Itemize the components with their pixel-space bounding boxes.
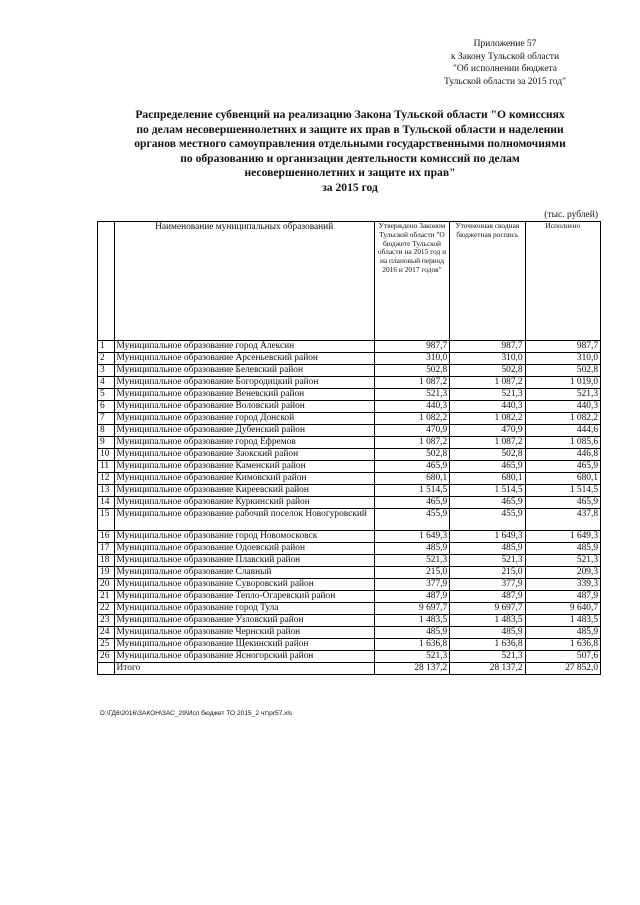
executed-value: 209,3 [525, 567, 600, 579]
table-row [98, 341, 601, 353]
table-row [98, 449, 601, 461]
table-row [98, 543, 601, 555]
approved-value: 1 514,5 [374, 485, 449, 497]
approved-value: 502,8 [374, 449, 449, 461]
title-line-1: Распределение субвенций на реализацию Закона Тульской области "О комиссиях [135, 108, 565, 121]
row-number: 6 [98, 401, 115, 413]
row-number: 15 [98, 509, 115, 531]
row-number: 14 [98, 497, 115, 509]
revised-value: 1 087,2 [450, 437, 525, 449]
executed-value: 1 636,8 [525, 639, 600, 651]
row-number: 1 [98, 341, 115, 353]
total-row [98, 663, 601, 675]
row-number: 17 [98, 543, 115, 555]
annex-header [405, 38, 605, 88]
row-number: 25 [98, 639, 115, 651]
total-number-cell [98, 663, 115, 675]
approved-value: 470,9 [374, 425, 449, 437]
row-number: 21 [98, 591, 115, 603]
executed-value: 1 019,0 [525, 377, 600, 389]
annex-line-1: Приложение 57 [473, 39, 537, 49]
approved-value: 521,3 [374, 555, 449, 567]
revised-value: 1 514,5 [450, 485, 525, 497]
executed-value: 444,6 [525, 425, 600, 437]
revised-value: 215,0 [450, 567, 525, 579]
approved-value: 680,1 [374, 473, 449, 485]
revised-value: 310,0 [450, 353, 525, 365]
executed-value: 437,8 [525, 509, 600, 531]
revised-value: 485,9 [450, 543, 525, 555]
total-revised: 28 137,2 [450, 663, 525, 675]
row-number: 20 [98, 579, 115, 591]
executed-value: 1 082,2 [525, 413, 600, 425]
title-line-2: по делам несовершеннолетних и защите их прав в Тульской области и наделении [136, 122, 564, 136]
table-row [98, 651, 601, 663]
revised-value: 502,8 [450, 365, 525, 377]
row-number: 8 [98, 425, 115, 437]
executed-value: 502,8 [525, 365, 600, 377]
row-number: 18 [98, 555, 115, 567]
table-row [98, 627, 601, 639]
total-label: Итого [114, 663, 374, 675]
approved-value: 455,9 [374, 509, 449, 531]
municipality-name: Муниципальное образование Ясногорский район [114, 651, 374, 663]
municipality-name: Муниципальное образование город Новомосковск [114, 531, 374, 543]
total-approved: 28 137,2 [374, 663, 449, 675]
header-revised: Уточненная сводная бюджетная роспись [450, 222, 525, 341]
table-row [98, 497, 601, 509]
executed-value: 465,9 [525, 497, 600, 509]
table-header-row [98, 222, 601, 341]
header-executed: Исполнено [525, 222, 600, 341]
approved-value: 521,3 [374, 389, 449, 401]
table-row [98, 437, 601, 449]
revised-value: 502,8 [450, 449, 525, 461]
executed-value: 339,3 [525, 579, 600, 591]
revised-value: 1 483,5 [450, 615, 525, 627]
table-row [98, 377, 601, 389]
table-row [98, 401, 601, 413]
revised-value: 521,3 [450, 389, 525, 401]
executed-value: 1 483,5 [525, 615, 600, 627]
table-row [98, 555, 601, 567]
revised-value: 9 697,7 [450, 603, 525, 615]
executed-value: 9 640,7 [525, 603, 600, 615]
annex-line-2: к Закону Тульской области [450, 51, 560, 62]
revised-value: 455,9 [450, 509, 525, 531]
approved-value: 987,7 [374, 341, 449, 353]
table-row [98, 461, 601, 473]
table-row [98, 353, 601, 365]
revised-value: 470,9 [450, 425, 525, 437]
row-number: 5 [98, 389, 115, 401]
table-row [98, 485, 601, 497]
table-row [98, 603, 601, 615]
units-label: (тыс. рублей) [544, 210, 598, 220]
approved-value: 440,3 [374, 401, 449, 413]
municipality-name: Муниципальное образование Богородицкий район [114, 377, 374, 389]
executed-value: 1 649,3 [525, 531, 600, 543]
table-row [98, 591, 601, 603]
revised-value: 1 636,8 [450, 639, 525, 651]
table-row [98, 473, 601, 485]
row-number: 23 [98, 615, 115, 627]
municipality-name: Муниципальное образование Заокский район [114, 449, 374, 461]
row-number: 4 [98, 377, 115, 389]
executed-value: 507,6 [525, 651, 600, 663]
table-row [98, 389, 601, 401]
table-row [98, 413, 601, 425]
executed-value: 680,1 [525, 473, 600, 485]
municipality-name: Муниципальное образование Узловский район [114, 615, 374, 627]
municipality-name: Муниципальное образование Плавский район [114, 555, 374, 567]
revised-value: 1 087,2 [450, 377, 525, 389]
municipality-name: Муниципальное образование Киреевский район [114, 485, 374, 497]
approved-value: 215,0 [374, 567, 449, 579]
annex-line-4: Тульской области за 2015 год" [444, 76, 566, 87]
approved-value: 1 087,2 [374, 377, 449, 389]
row-number: 7 [98, 413, 115, 425]
approved-value: 310,0 [374, 353, 449, 365]
municipality-name: Муниципальное образование Кимовский район [114, 473, 374, 485]
title-line-3: органов местного самоуправления отдельными государственными полномочиями [134, 137, 566, 151]
approved-value: 487,9 [374, 591, 449, 603]
row-number: 16 [98, 531, 115, 543]
approved-value: 521,3 [374, 651, 449, 663]
row-number: 24 [98, 627, 115, 639]
file-path-footer: D:\ГД6\2016\ЗАКОН\ЗАС_29\Исп бюджет ТО 2015_2 чт\pr57.xls [100, 710, 293, 717]
revised-value: 1 082,2 [450, 413, 525, 425]
executed-value: 487,9 [525, 591, 600, 603]
row-number: 3 [98, 365, 115, 377]
municipality-name: Муниципальное образование город Ефремов [114, 437, 374, 449]
executed-value: 987,7 [525, 341, 600, 353]
municipality-name: Муниципальное образование город Алексин [114, 341, 374, 353]
municipality-name: Муниципальное образование Суворовский район [114, 579, 374, 591]
approved-value: 1 483,5 [374, 615, 449, 627]
municipality-name: Муниципальное образование Дубенский район [114, 425, 374, 437]
revised-value: 465,9 [450, 461, 525, 473]
municipality-name: Муниципальное образование Арсеньевский район [114, 353, 374, 365]
executed-value: 1 514,5 [525, 485, 600, 497]
executed-value: 521,3 [525, 389, 600, 401]
executed-value: 485,9 [525, 627, 600, 639]
table-row [98, 639, 601, 651]
executed-value: 1 085,6 [525, 437, 600, 449]
table-row [98, 365, 601, 377]
row-number: 2 [98, 353, 115, 365]
approved-value: 1 649,3 [374, 531, 449, 543]
revised-value: 521,3 [450, 555, 525, 567]
table-body [98, 341, 601, 675]
municipality-name: Муниципальное образование Веневский район [114, 389, 374, 401]
municipality-name: Муниципальное образование рабочий поселок Новогуровский [114, 509, 374, 531]
title-line-5: несовершеннолетних и защите их прав" [244, 166, 456, 180]
header-number-cell [98, 222, 115, 341]
row-number: 22 [98, 603, 115, 615]
municipality-name: Муниципальное образование Одоевский район [114, 543, 374, 555]
municipality-name: Муниципальное образование Куркинский район [114, 497, 374, 509]
table-row [98, 615, 601, 627]
executed-value: 465,9 [525, 461, 600, 473]
approved-value: 485,9 [374, 543, 449, 555]
municipality-name: Муниципальное образование Белевский район [114, 365, 374, 377]
municipality-name: Муниципальное образование город Донской [114, 413, 374, 425]
header-name: Наименование муниципальных образований [114, 222, 374, 341]
table-row [98, 531, 601, 543]
approved-value: 485,9 [374, 627, 449, 639]
revised-value: 1 649,3 [450, 531, 525, 543]
municipality-name: Муниципальное образование Щекинский район [114, 639, 374, 651]
approved-value: 465,9 [374, 497, 449, 509]
row-number: 9 [98, 437, 115, 449]
revised-value: 440,3 [450, 401, 525, 413]
row-number: 10 [98, 449, 115, 461]
approved-value: 465,9 [374, 461, 449, 473]
total-executed: 27 852,0 [525, 663, 600, 675]
document-title [100, 108, 600, 196]
table-row [98, 509, 601, 531]
municipality-name: Муниципальное образование Воловский район [114, 401, 374, 413]
revised-value: 465,9 [450, 497, 525, 509]
approved-value: 9 697,7 [374, 603, 449, 615]
header-approved: Утверждено Законом Тульской области "О бюджете Тульской области на 2015 год и на плановый период 2016 и 2017 годов" [374, 222, 449, 341]
budget-table [97, 221, 601, 675]
executed-value: 446,8 [525, 449, 600, 461]
table-row [98, 579, 601, 591]
row-number: 12 [98, 473, 115, 485]
executed-value: 521,3 [525, 555, 600, 567]
revised-value: 987,7 [450, 341, 525, 353]
approved-value: 1 087,2 [374, 437, 449, 449]
municipality-name: Муниципальное образование город Тула [114, 603, 374, 615]
table-row [98, 567, 601, 579]
approved-value: 502,8 [374, 365, 449, 377]
municipality-name: Муниципальное образование Тепло-Огаревский район [114, 591, 374, 603]
approved-value: 1 636,8 [374, 639, 449, 651]
municipality-name: Муниципальное образование Славный [114, 567, 374, 579]
approved-value: 377,9 [374, 579, 449, 591]
row-number: 26 [98, 651, 115, 663]
row-number: 11 [98, 461, 115, 473]
municipality-name: Муниципальное образование Чернский район [114, 627, 374, 639]
executed-value: 310,0 [525, 353, 600, 365]
annex-line-3: "Об исполнении бюджета [452, 64, 558, 74]
row-number: 19 [98, 567, 115, 579]
revised-value: 521,3 [450, 651, 525, 663]
revised-value: 377,9 [450, 579, 525, 591]
executed-value: 485,9 [525, 543, 600, 555]
revised-value: 680,1 [450, 473, 525, 485]
table-row [98, 425, 601, 437]
revised-value: 487,9 [450, 591, 525, 603]
title-line-6: за 2015 год [322, 180, 378, 194]
title-line-4: по образованию и организации деятельности комиссий по делам [180, 151, 520, 165]
row-number: 13 [98, 485, 115, 497]
executed-value: 440,3 [525, 401, 600, 413]
revised-value: 485,9 [450, 627, 525, 639]
approved-value: 1 082,2 [374, 413, 449, 425]
municipality-name: Муниципальное образование Каменский район [114, 461, 374, 473]
